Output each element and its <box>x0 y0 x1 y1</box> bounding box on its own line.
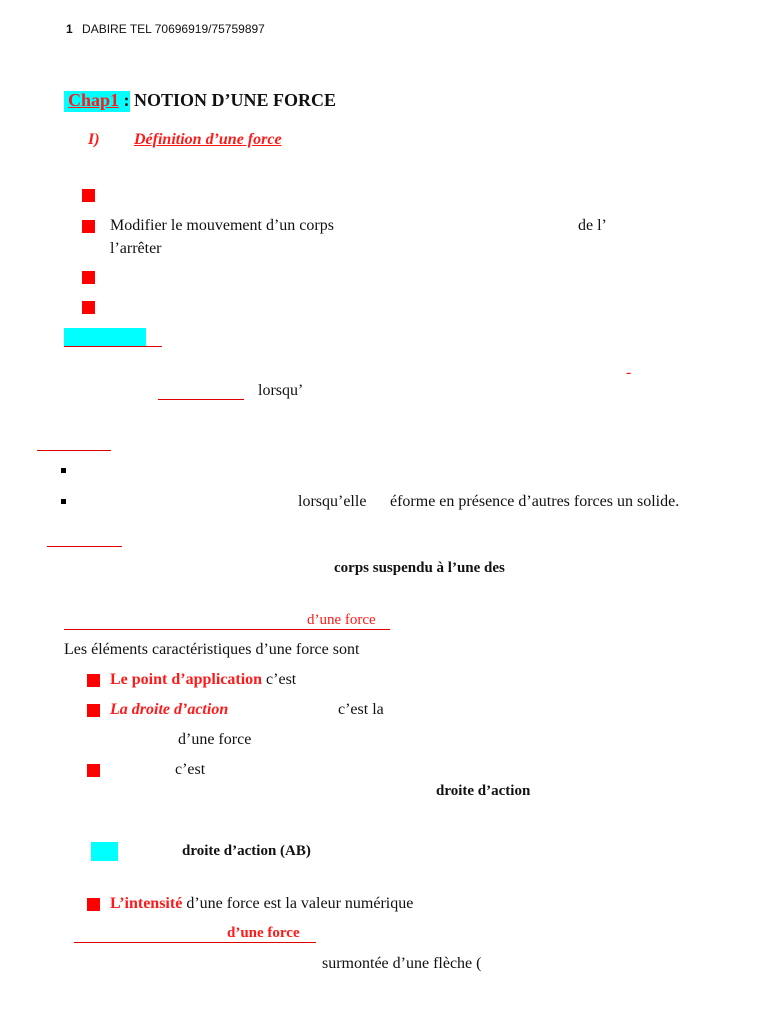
underline <box>64 629 390 630</box>
highlight-block <box>91 842 118 861</box>
header-contact: DABIRE TEL 70696919/75759897 <box>82 22 265 36</box>
chapter-title <box>68 90 336 111</box>
term-intensite: L’intensité <box>110 895 183 912</box>
text-fragment: d’une force <box>307 612 376 628</box>
page-header <box>66 22 265 36</box>
term-rest: c’est la <box>338 701 384 718</box>
text-paragraph: Les éléments caractéristiques d’une force sont <box>64 641 360 658</box>
bullet-square <box>82 220 95 233</box>
text-fragment: d’une force <box>227 925 300 941</box>
underline <box>47 546 122 547</box>
text-fragment: surmontée d’une flèche ( <box>322 955 482 972</box>
bullet-text: de l’ <box>578 217 607 234</box>
text-fragment: lorsqu’elle <box>298 493 367 510</box>
term-droite-action: La droite d’action <box>110 701 229 718</box>
bullet-black <box>61 499 66 504</box>
section-title: Définition d’une force <box>134 131 282 148</box>
red-dash: - <box>626 364 632 381</box>
bullet-square <box>82 189 95 202</box>
text-fragment: lorsqu’ <box>258 382 304 399</box>
term-rest: c’est <box>262 671 297 688</box>
bullet-text: Modifier le mouvement d’un corps <box>110 217 334 234</box>
bullet-square <box>87 764 100 777</box>
term-rest: d’une force est la valeur numérique <box>182 895 414 912</box>
bullet-square <box>82 271 95 284</box>
characteristic-point <box>110 671 296 689</box>
underline <box>74 942 316 943</box>
characteristic-intensity <box>110 895 413 913</box>
bullet-black <box>61 468 66 473</box>
underline <box>64 346 162 347</box>
bullet-text: l’arrêter <box>110 240 162 257</box>
text-fragment: d’une force <box>178 731 252 748</box>
section-number: I) <box>88 131 100 148</box>
bullet-square <box>87 704 100 717</box>
bullet-square <box>87 674 100 687</box>
bullet-square <box>87 898 100 911</box>
page-number: 1 <box>66 22 73 36</box>
text-fragment: éforme en présence d’autres forces un solide. <box>390 493 680 510</box>
chapter-label: Chap1 <box>68 90 120 110</box>
text-fragment: droite d’action <box>436 783 531 799</box>
term-point-application: Le point d’application <box>110 671 263 688</box>
chapter-heading: : NOTION D’UNE FORCE <box>119 90 337 110</box>
highlight-block <box>64 328 146 346</box>
text-fragment: droite d’action (AB) <box>182 843 311 859</box>
term-rest: c’est <box>175 761 206 778</box>
underline <box>158 399 244 400</box>
underline <box>37 450 111 451</box>
bullet-square <box>82 301 95 314</box>
text-fragment: corps suspendu à l’une des <box>334 560 505 576</box>
